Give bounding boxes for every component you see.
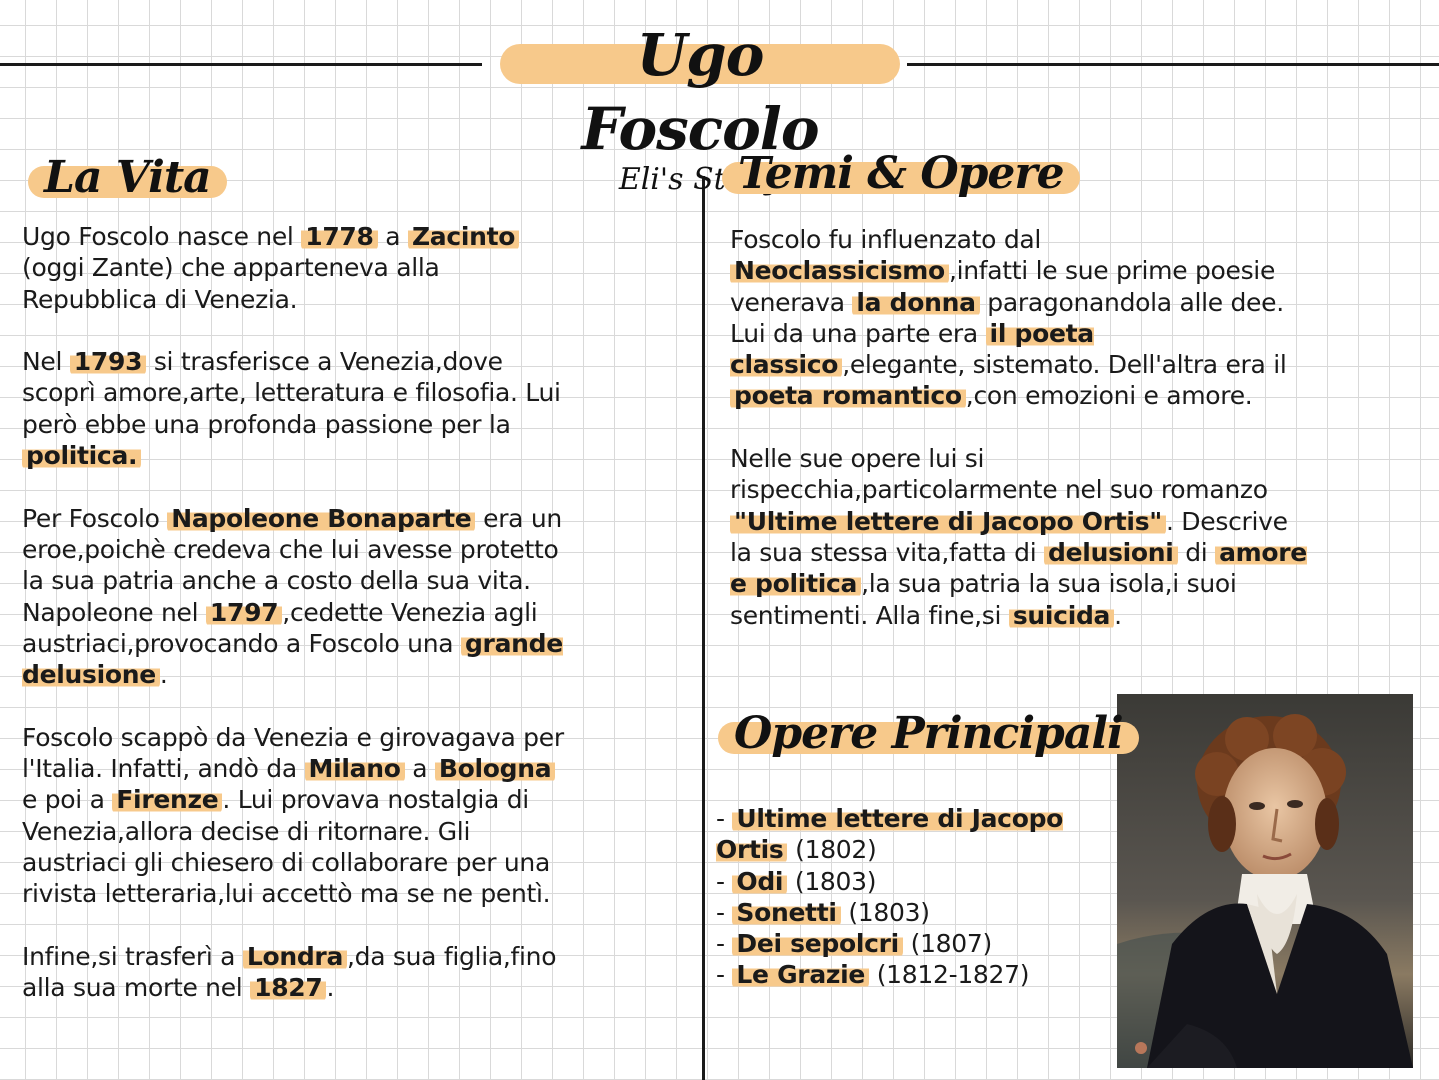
la-vita-section [22,221,577,1035]
text-segment: . [159,660,168,690]
work-item [716,866,1096,897]
highlighted-term: politica. [22,441,141,470]
paragraph [22,346,577,471]
highlighted-term: Bologna [435,754,555,783]
text-segment: ,infatti le sue prime poesie venerava [730,256,1276,317]
text-segment: a [404,754,435,784]
heading-opere-principali: Opere Principali [718,706,1139,762]
text-segment: ,da sua figlia,fino alla sua morte nel [22,941,557,1003]
highlighted-term: grande delusione [22,628,563,690]
highlighted-term: suicida [1009,601,1114,630]
highlighted-term: Firenze [112,785,222,814]
column-divider [702,176,705,1080]
text-segment: Infine,si trasferì a [22,941,243,971]
text-segment: ,cedette Venezia agli austriaci,provocando a Foscolo una [22,597,538,658]
text-segment: . [1114,600,1122,630]
work-year: (1802) [795,835,877,865]
highlighted-term: amore e politica [730,537,1307,599]
highlighted-term: 1797 [206,598,282,627]
text-segment: ,con emozioni e amore. [965,381,1253,411]
text-segment: Foscolo scappò da Venezia e girovagava per l'Italia. Infatti, andò da [22,722,564,784]
work-item [716,897,1096,928]
list-bullet: - [716,804,733,833]
text-segment: era un eroe,poichè credeva che lui avesse protetto la sua patria anche a costo della sua vita. Napoleone nel [22,503,562,627]
highlighted-term: Milano [305,754,405,783]
header-rule-right [907,63,1439,66]
text-segment: di [1177,537,1216,567]
opere-principali-section [716,803,1096,991]
highlighted-term: poeta romantico [730,381,966,410]
work-item [716,959,1096,990]
heading-temi-opere: Temi & Opere [722,146,1080,202]
highlighted-term: "Ultime lettere di Jacopo Ortis" [730,507,1166,536]
text-segment: (oggi Zante) che apparteneva alla Repubblica di Venezia. [22,253,440,314]
work-title: Odi [732,867,787,896]
page-subtitle: Eli's Study [618,162,782,197]
text-segment: a [377,222,408,251]
list-bullet: - [716,929,733,959]
paragraph [22,503,577,691]
temi-opere-section [730,224,1315,662]
paragraph [22,941,577,1004]
text-segment: Nel [22,347,70,377]
work-title: Dei sepolcri [732,929,903,958]
paragraph [730,443,1315,631]
text-segment: Ugo Foscolo nasce nel [22,222,302,251]
text-segment: Foscolo fu influenzato dal [730,225,1042,254]
text-segment: ,la sua patria la sua isola,i suoi sentimenti. Alla fine,si [730,569,1237,630]
work-year: (1803) [848,897,930,927]
paragraph [730,224,1315,412]
highlighted-term: Zacinto [408,222,519,251]
highlighted-term: 1827 [250,973,326,1002]
work-year: (1803) [794,866,877,896]
header-rule-left [0,63,482,66]
list-bullet: - [716,897,733,927]
work-item [716,928,1096,959]
work-title: Sonetti [732,898,840,927]
highlighted-term: Napoleone Bonaparte [167,504,475,533]
highlighted-term: 1778 [301,222,377,251]
text-segment: ,elegante, sistemato. Dell'altra era il [842,350,1287,380]
paragraph [22,722,577,910]
text-segment: paragonandola alle dee. Lui da una parte era [730,287,1284,348]
text-segment: . [326,973,335,1003]
work-title: Ultime lettere di Jacopo Ortis [716,804,1064,865]
paragraph [22,221,577,315]
work-title: Le Grazie [732,960,869,989]
highlighted-term: la donna [852,288,979,317]
highlighted-term: 1793 [70,347,146,376]
heading-la-vita: La Vita [28,150,227,206]
work-year: (1812-1827) [876,960,1030,990]
text-segment: Per Foscolo [22,503,168,533]
text-segment: Nelle sue opere lui si rispecchia,particolarmente nel suo romanzo [730,444,1268,505]
works-list [716,803,1096,991]
work-item [716,803,1096,866]
text-segment: e poi a [22,785,113,815]
list-bullet: - [716,866,733,896]
work-year: (1807) [910,929,992,959]
page-title: Ugo Foscolo [500,18,900,166]
portrait-image [1117,694,1413,1068]
highlighted-term: il poeta classico [730,318,1094,380]
text-segment: si trasferisce a Venezia,dove scoprì amore,arte, letteratura e filosofia. Lui però ebbe una profonda passione per la [22,347,561,439]
highlighted-term: Neoclassicismo [730,256,949,285]
highlighted-term: Londra [243,942,347,971]
highlighted-term: delusioni [1044,538,1178,567]
text-segment: . Lui provava nostalgia di Venezia,allora decise di ritornare. Gli austriaci gli chiesero di collaborare per una rivista letteraria,lui accettò ma se ne pentì. [22,785,551,909]
text-segment: . Descrive la sua stessa vita,fatta di [730,506,1288,567]
list-bullet: - [716,960,733,990]
